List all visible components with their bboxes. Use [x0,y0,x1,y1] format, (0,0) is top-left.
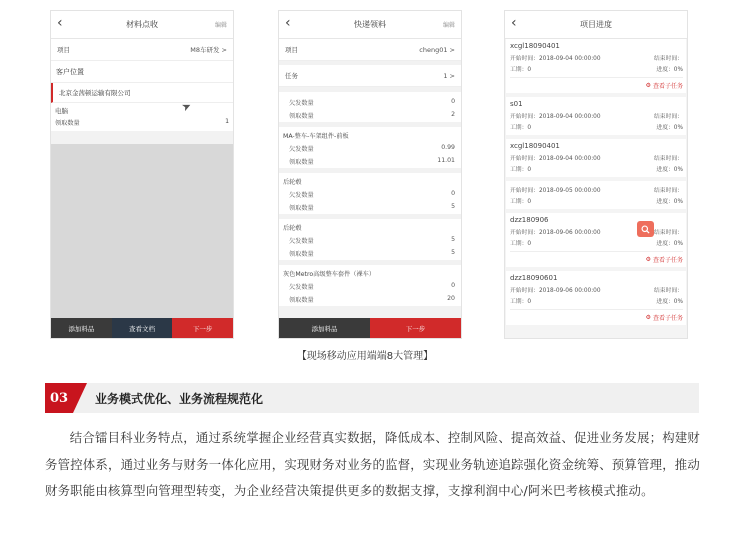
line-value: 20 [447,295,455,302]
bottom-button-bar [51,318,233,338]
line-value: 5 [451,249,455,256]
start-time: 开始时间：2018-09-06 00:00:00 [510,230,601,236]
edit-button[interactable]: 编辑 [214,22,227,29]
task-code: dzz180906 [510,216,549,224]
progress: 进度：0% [656,299,683,305]
bottom-button-bar [279,318,461,338]
top-bar [279,11,461,39]
progress: 进度：0% [656,199,683,205]
duration: 工期：0 [510,67,532,73]
line-label: 领取数量 [289,251,314,258]
task-card[interactable] [506,139,686,177]
subtask-label: 查看子任务 [652,315,683,322]
line-label: 领取数量 [289,205,314,212]
line-value: 0.99 [441,144,455,151]
material-section[interactable] [279,127,461,168]
task-code: s01 [510,100,523,108]
line-value: 11.01 [437,157,455,164]
project-label: 项目 [285,46,298,54]
line-value: 5 [451,236,455,243]
line-label: 欠发数量 [289,146,314,153]
line-label: 欠发数量 [289,284,314,291]
subtask-label: 查看子任务 [652,257,683,264]
project-row[interactable] [51,39,233,61]
end-time: 结束时间： [654,114,683,120]
cursor-icon: ➤ [179,98,194,115]
qty-line [279,201,461,214]
material-item[interactable] [51,103,233,131]
material-name: 电脑 [55,107,68,115]
start-time: 开始时间：2018-09-05 00:00:00 [510,188,601,194]
express-pick-screen [278,10,462,339]
line-value: 2 [451,111,455,118]
progress: 进度：0% [656,167,683,173]
task-card[interactable] [506,181,686,209]
task-label: 任务 [285,72,298,80]
section-header [45,383,699,413]
task-code: xcgl18090401 [510,142,560,150]
top-bar [51,11,233,39]
section-head: 后轮毂 [283,179,302,186]
line-value: 0 [451,98,455,105]
screen-title: 项目进度 [580,20,612,29]
task-value: 1 > [443,71,455,80]
qty-line [279,293,461,306]
line-label: 领取数量 [289,159,314,166]
edit-button[interactable]: 编辑 [442,22,455,29]
company-item[interactable]: 北京金茜顿运输有限公司 [51,83,233,103]
progress: 进度：0% [656,67,683,73]
task-card[interactable] [506,271,686,325]
view-subtasks-link[interactable] [510,77,683,90]
subtask-icon: ⚙ [645,82,651,89]
view-subtasks-link[interactable] [510,251,683,264]
qty-line [279,280,461,293]
start-time: 开始时间：2018-09-04 00:00:00 [510,56,601,62]
project-row[interactable] [279,39,461,61]
section-number: 03 [45,383,73,413]
material-section[interactable] [279,265,461,306]
material-section[interactable] [279,173,461,214]
next-step-button[interactable]: 下一步 [172,318,233,338]
screen-title: 快递领料 [354,20,386,29]
duration: 工期：0 [510,299,532,305]
progress: 进度：0% [656,125,683,131]
material-receive-screen [50,10,234,339]
task-card[interactable] [506,97,686,135]
next-step-button[interactable]: 下一步 [370,318,461,338]
task-card[interactable] [506,39,686,93]
qty-line [279,234,461,247]
end-time: 结束时间： [654,288,683,294]
start-time: 开始时间：2018-09-04 00:00:00 [510,114,601,120]
line-label: 欠发数量 [289,238,314,245]
subtask-icon: ⚙ [645,314,651,321]
line-label: 欠发数量 [289,100,314,107]
line-value: 5 [451,203,455,210]
qty-line [279,96,461,109]
search-icon[interactable] [637,221,654,237]
progress: 进度：0% [656,241,683,247]
customer-location-label: 客户位置 [51,61,233,83]
line-value: 0 [451,282,455,289]
qty-line [279,142,461,155]
task-row[interactable] [279,65,461,87]
duration: 工期：0 [510,241,532,247]
task-code: dzz18090601 [510,274,558,282]
qty-line [279,247,461,260]
project-label: 项目 [57,46,70,54]
add-material-button[interactable]: 添加料品 [51,318,112,338]
body-paragraph: 结合镭目科业务特点，通过系统掌握企业经营真实数据，降低成本、控制风险、提高效益、促进业务发展；构建财务管控体系，通过业务与财务一体化应用，实现财务对业务的监督，实现业务轨迹追踪强化资金统筹、预算管理，推动财务职能由核算型向管理型转变，为企业经营决策提供更多的数据支撑，支撑利润中心/阿米巴考核模式推动。 [45,430,700,498]
qty-line [279,188,461,201]
screen-title: 材料点收 [126,20,158,29]
section-head: MA-整车-车架组件-前板 [283,133,349,140]
subtask-icon: ⚙ [645,256,651,263]
end-time: 结束时间： [654,56,683,62]
summary-section [279,92,461,122]
section-head: 灰色Metro高级整车套件（裸车） [283,271,376,278]
back-icon[interactable]: ‹ [511,15,517,31]
qty-value: 1 [225,118,229,125]
view-document-button[interactable]: 查看文档 [112,318,173,338]
empty-area [51,144,233,318]
task-card[interactable] [506,213,686,267]
duration: 工期：0 [510,167,532,173]
top-bar [505,11,687,39]
line-label: 领取数量 [289,113,314,120]
subtask-label: 查看子任务 [652,83,683,90]
duration: 工期：0 [510,199,532,205]
view-subtasks-link[interactable] [510,309,683,322]
start-time: 开始时间：2018-09-04 00:00:00 [510,156,601,162]
end-time: 结束时间： [654,156,683,162]
qty-label: 领取数量 [55,120,80,127]
qty-line [279,155,461,168]
duration: 工期：0 [510,125,532,131]
qty-line [279,109,461,122]
project-value: cheng01 > [419,45,455,54]
task-code: xcgl18090401 [510,42,560,50]
line-label: 欠发数量 [289,192,314,199]
start-time: 开始时间：2018-09-06 00:00:00 [510,288,601,294]
add-material-button[interactable]: 添加料品 [279,318,370,338]
end-time: 结束时间： [654,188,683,194]
section-title: 业务模式优化、业务流程规范化 [95,391,264,406]
back-icon[interactable]: ‹ [57,15,63,31]
back-icon[interactable]: ‹ [285,15,291,31]
figure-caption: 【现场移动应用端端8大管理】 [296,351,434,362]
project-progress-screen [504,10,688,339]
project-value: M8车研发 > [190,46,227,54]
end-time: 结束时间： [654,230,683,236]
line-value: 0 [451,190,455,197]
line-label: 领取数量 [289,297,314,304]
section-head: 后轮毂 [283,225,302,232]
material-section[interactable] [279,219,461,260]
